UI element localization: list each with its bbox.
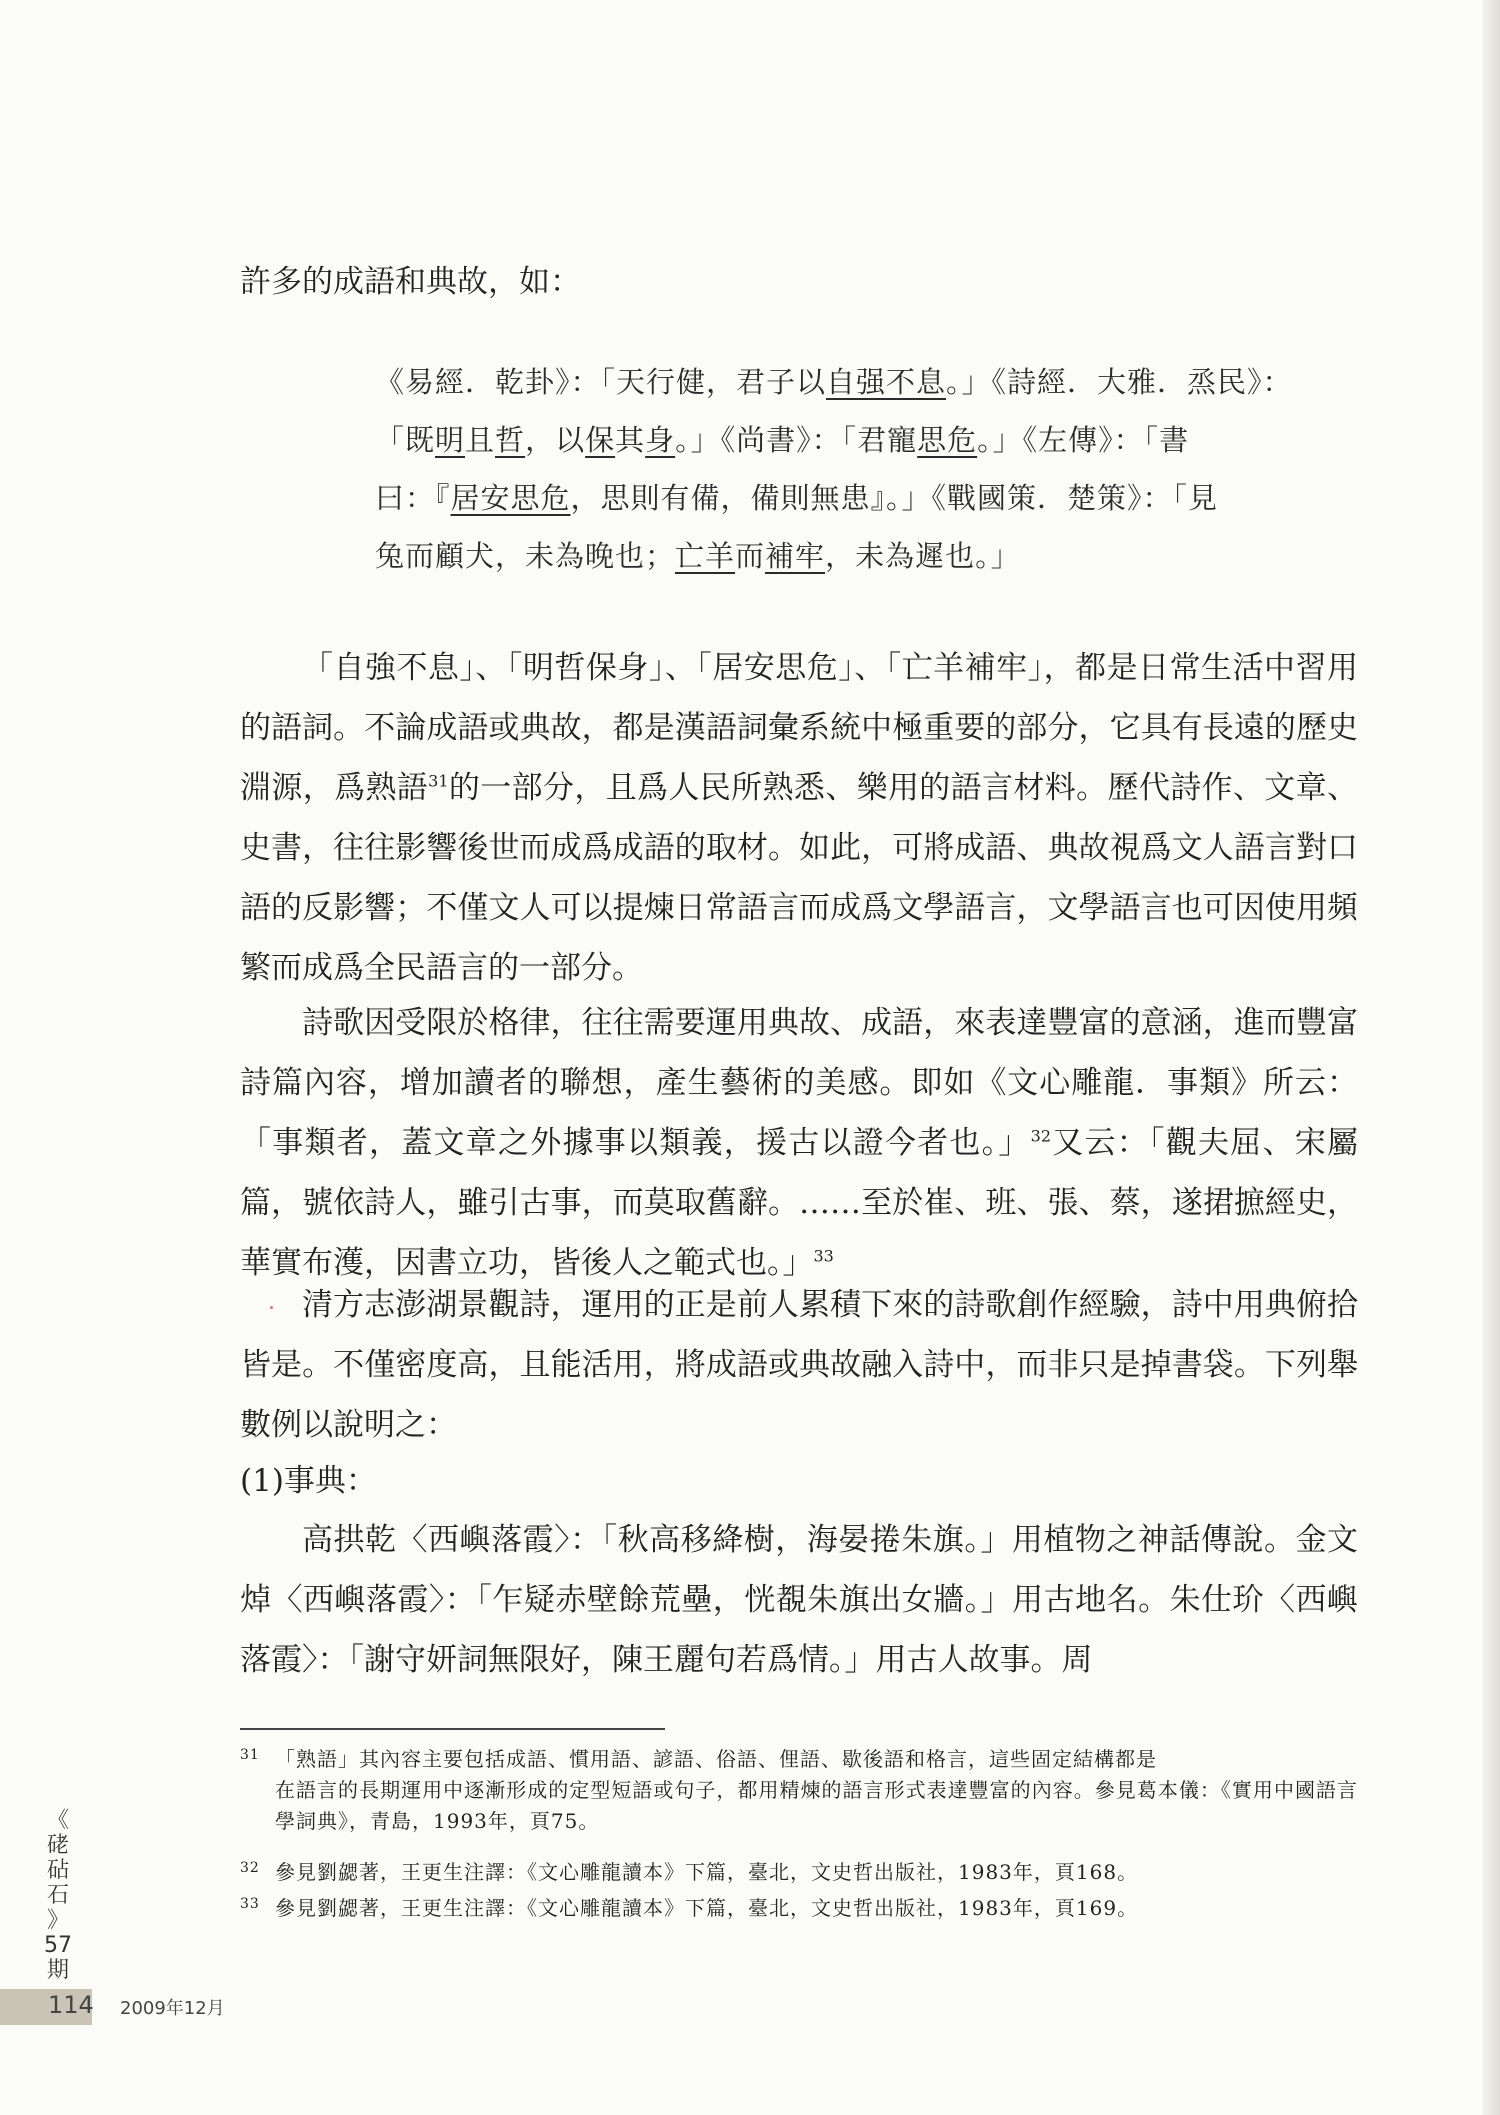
journal-sidebar-title: 《 硓 砧 石 》 57 期 [44, 1808, 72, 1983]
body-paragraph-2: 詩歌因受限於格律，往往需要運用典故、成語，來表達豐富的意涵，進而豐富詩篇內容，增加讀者的聯想，產生藝術的美感。即如《文心雕龍．事類》所云：「事類者，蓋文章之外據事以類義，援古以證今者也。」$^{32}$又云：「觀夫屈、宋屬篇，號依詩人，雖引古事，而莫取舊辭。……至於崔、班、張、蔡，遂捃摭經史，華實布濩，因書立功，皆後人之範式也。」$^{33}$ [240, 1005, 1358, 1281]
footnote-32 [240, 1857, 1358, 1888]
quote-line [375, 353, 1355, 411]
footnote-continuation: 在語言的長期運用中逐漸形成的定型短語或句子，都用精煉的語言形式表達豐富的內容。參見葛本儀：《實用中國語言學詞典》，青島，1993年，頁75。 [275, 1778, 1358, 1833]
page-number: 114 [48, 1991, 94, 2019]
example-paragraph: 高拱乾〈西嶼落霞〉：「秋高移絳樹，海晏捲朱旗。」用植物之神話傳說。金文焯〈西嶼落霞〉：「乍疑赤壁餘荒壘，恍覩朱旗出女牆。」用古地名。朱仕玠〈西嶼落霞〉：「謝守妍詞無限好，陳王麗句若爲情。」用古人故事。周 [240, 1522, 1358, 1678]
quote-line [375, 411, 1355, 469]
intro-line: 許多的成語和典故，如： [240, 264, 581, 300]
underlined-phrase: 思危 [917, 423, 978, 457]
footnote-text: 參見劉勰著，王更生注譯：《文心雕龍讀本》下篇，臺北，文史哲出版社，1983年，頁168。 [275, 1860, 1139, 1884]
quote-segment: 兔而顧犬，未為晚也； [375, 539, 676, 573]
quote-segment: 《易經．乾卦》：「天行健，君子以 [375, 365, 827, 399]
quote-line [375, 469, 1355, 527]
footnote-number: 32 [240, 1860, 260, 1876]
page-fold-shadow [1482, 0, 1500, 2115]
footnote-divider [240, 1728, 665, 1730]
underlined-phrase: 居安思危 [450, 481, 571, 515]
quote-segment: 。」《尚書》：「君寵 [675, 423, 918, 457]
underlined-phrase: 亡羊 [675, 539, 736, 573]
quote-segment: 「既 [375, 423, 436, 457]
quote-segment: 且 [465, 423, 496, 457]
underlined-phrase: 自强不息 [826, 365, 947, 399]
footnote-number: 33 [240, 1896, 260, 1912]
body-paragraph-3: 清方志澎湖景觀詩，運用的正是前人累積下來的詩歌創作經驗，詩中用典俯拾皆是。不僅密度高，且能活用，將成語或典故融入詩中，而非只是掉書袋。下列舉數例以說明之： [240, 1287, 1358, 1443]
underlined-phrase: 補牢 [765, 539, 826, 573]
underlined-phrase: 身 [645, 423, 676, 457]
quote-segment: 其 [615, 423, 646, 457]
footnote-ref: 31 [428, 771, 449, 791]
subheading-shidian: (1)事典： [240, 1463, 377, 1499]
quote-segment: 而 [735, 539, 766, 573]
underlined-phrase: 保 [585, 423, 616, 457]
quote-segment: 。」《左傳》：「書 [977, 423, 1190, 457]
quote-segment: ，思則有備，備則無患』。」《戰國策．楚策》：「見 [570, 481, 1219, 515]
quote-segment: ，未為遲也。」 [825, 539, 1021, 573]
footnote-33 [240, 1893, 1358, 1924]
issue-date: 2009年12月 [120, 1998, 225, 2019]
footnote-number: 31 [240, 1747, 260, 1763]
footnote-ref: 33 [813, 1246, 834, 1266]
classical-quote-block [375, 353, 1355, 585]
footnote-text: 參見劉勰著，王更生注譯：《文心雕龍讀本》下篇，臺北，文史哲出版社，1983年，頁169。 [275, 1896, 1139, 1920]
body-paragraph-1: 「自強不息」、「明哲保身」、「居安思危」、「亡羊補牢」，都是日常生活中習用的語詞。不論成語或典故，都是漢語詞彙系統中極重要的部分，它具有長遠的歷史淵源，爲熟語$^{31}$的一部分，且爲人民所熟悉、樂用的語言材料。歷代詩作、文章、史書，往往影響後世而成爲成語的取材。如此，可將成語、典故視爲文人語言對口語的反影響；不僅文人可以提煉日常語言而成爲文學語言，文學語言也可因使用頻繁而成爲全民語言的一部分。 [240, 650, 1359, 986]
footnote-ref: 32 [1030, 1126, 1052, 1146]
quote-segment: ，以 [525, 423, 586, 457]
footnote-text: 「熟語」其內容主要包括成語、慣用語、諺語、俗語、俚語、歇後語和格言，這些固定結構都是 [275, 1747, 1157, 1771]
quote-segment: 曰：『 [375, 481, 451, 515]
quote-line [375, 527, 1355, 585]
underlined-phrase: 哲 [495, 423, 526, 457]
footnote-31 [240, 1744, 1358, 1837]
quote-segment: 。」《詩經．大雅．烝民》： [946, 365, 1293, 399]
print-speck [270, 1306, 273, 1309]
underlined-phrase: 明 [435, 423, 466, 457]
